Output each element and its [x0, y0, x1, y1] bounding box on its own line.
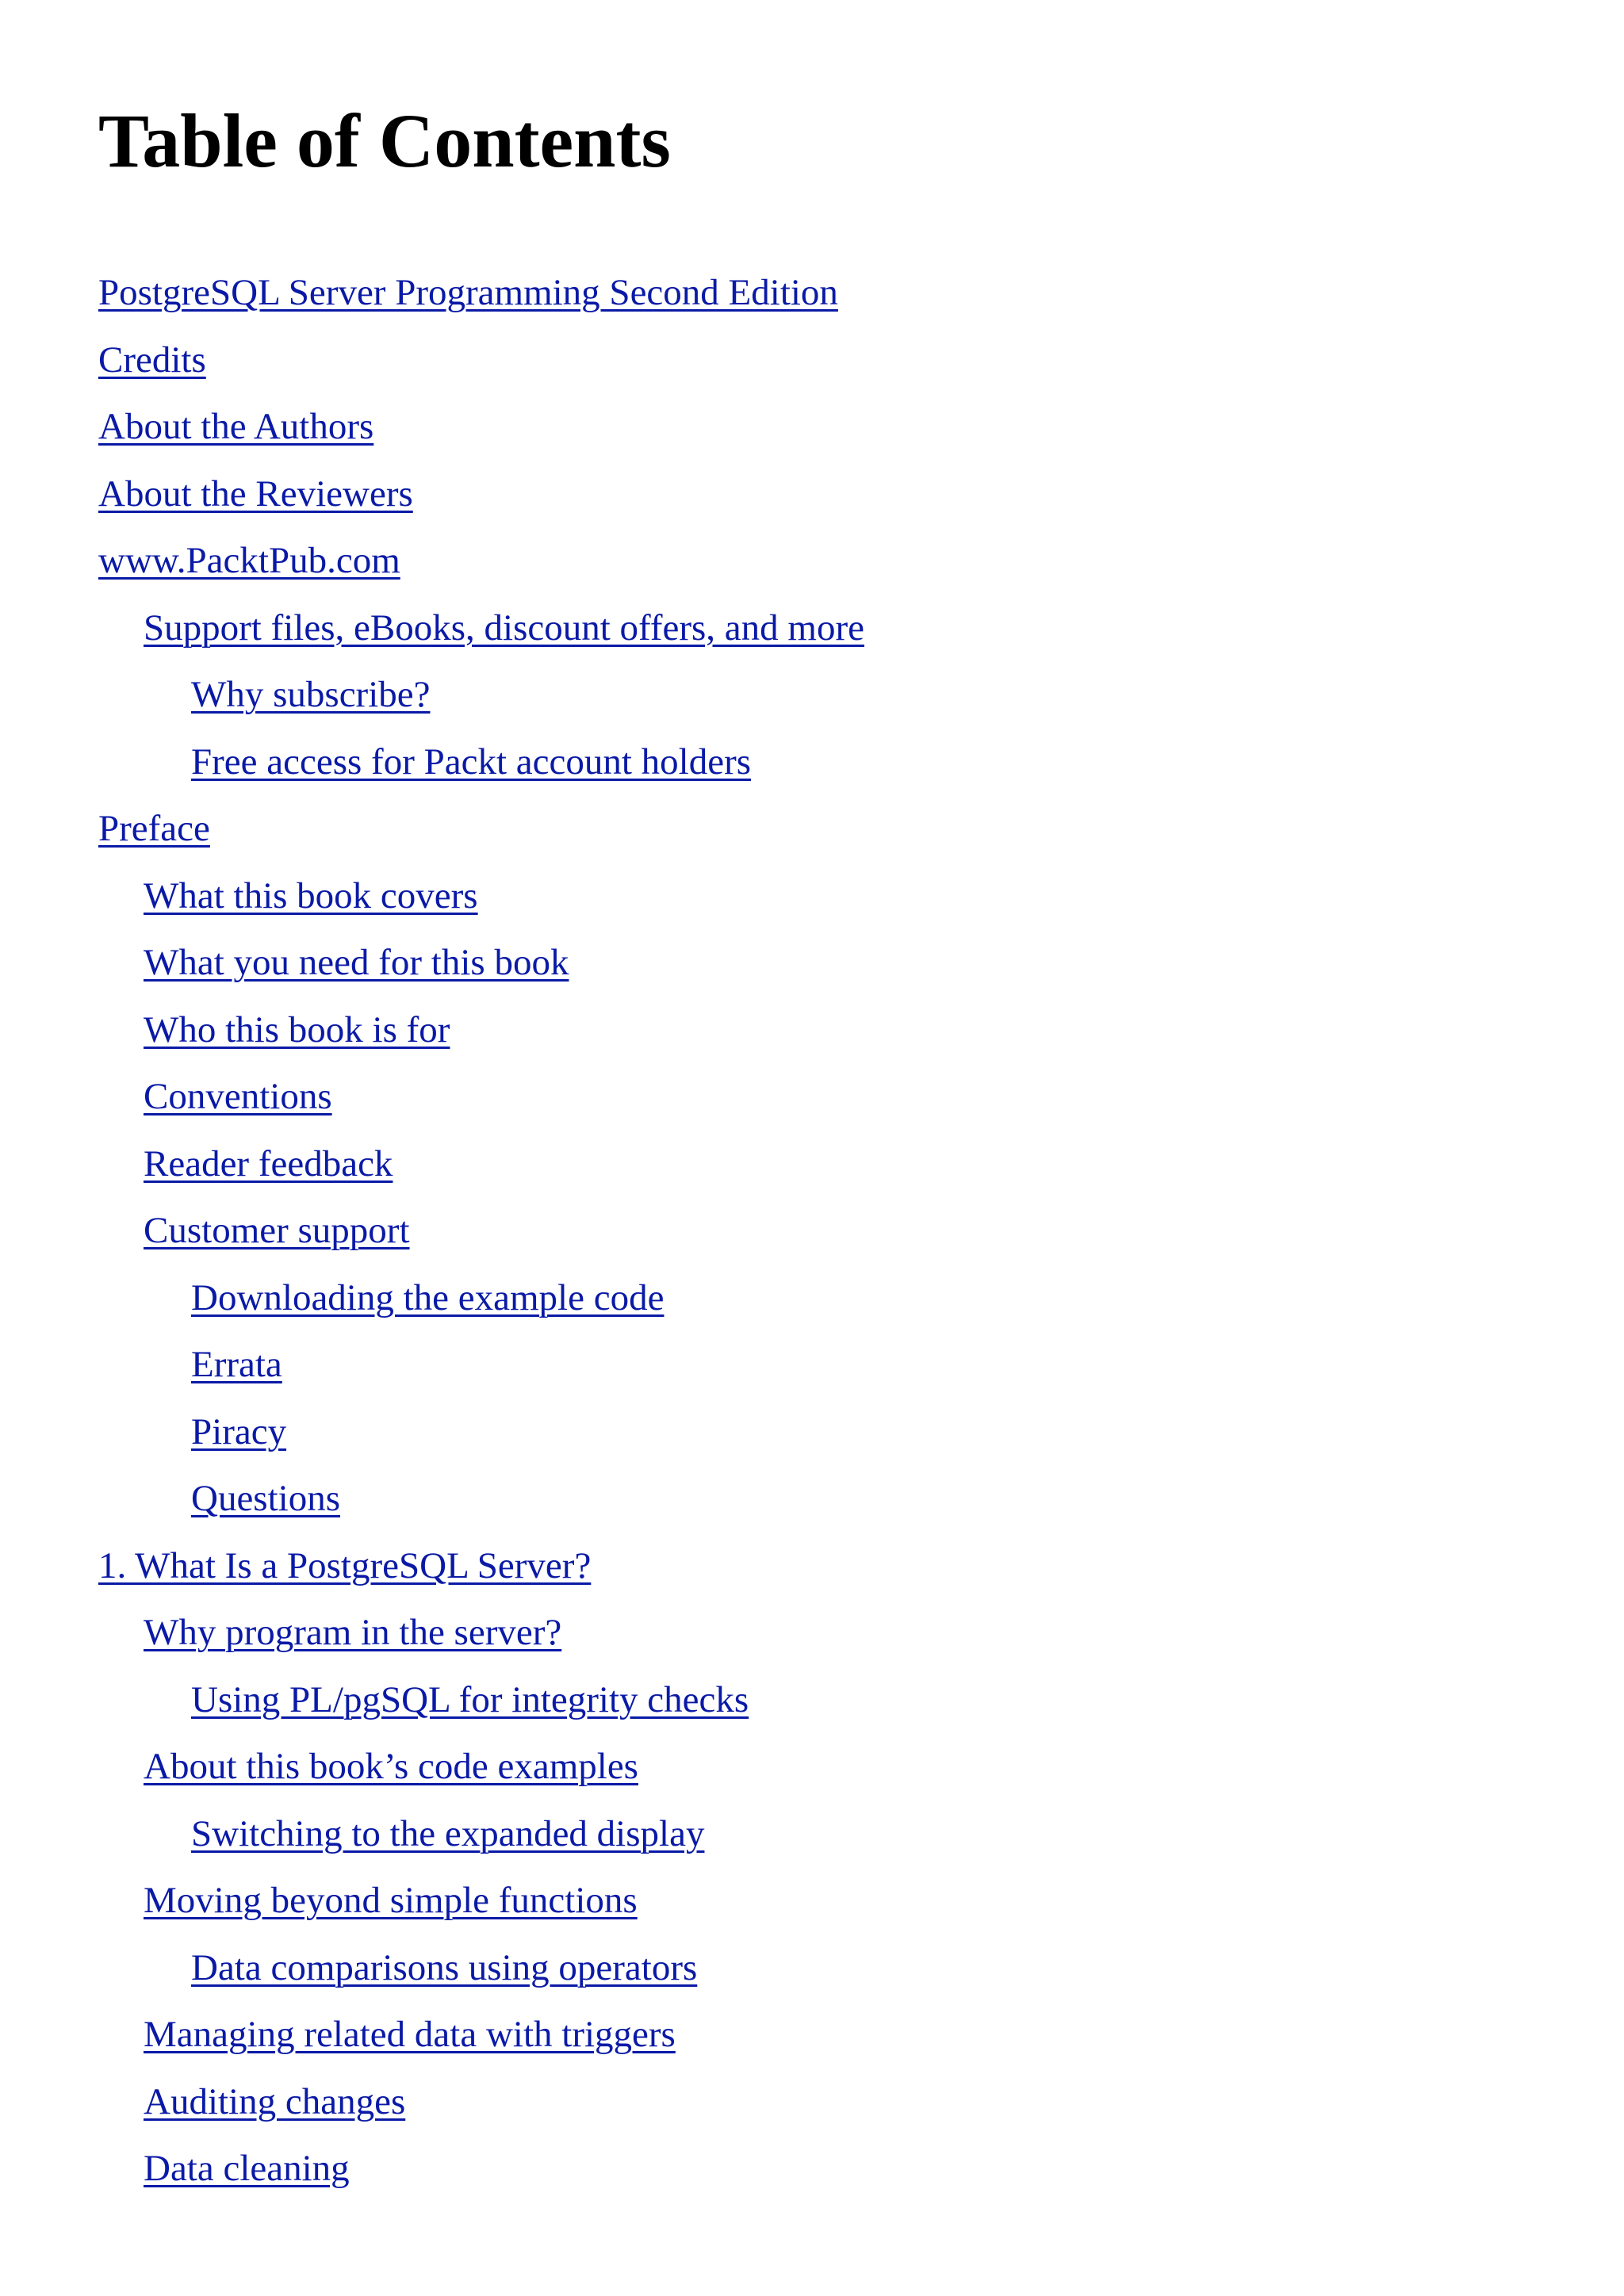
toc-link[interactable]: Errata — [191, 1344, 282, 1385]
toc-link[interactable]: Preface — [98, 808, 210, 849]
toc-link[interactable]: Credits — [98, 339, 206, 381]
toc-entry — [0, 729, 864, 796]
toc-link[interactable]: 1. What Is a PostgreSQL Server? — [98, 1544, 592, 1586]
toc-entry — [0, 2135, 864, 2202]
toc-link[interactable]: www.PacktPub.com — [98, 540, 400, 581]
toc-entry — [0, 327, 864, 394]
toc-entry — [0, 1265, 864, 1332]
toc-entry — [0, 1331, 864, 1399]
toc-entry — [0, 595, 864, 662]
toc-entry — [0, 461, 864, 528]
toc-link[interactable]: Customer support — [144, 1210, 410, 1251]
toc-link[interactable]: What you need for this book — [144, 942, 569, 983]
toc-entry — [0, 1399, 864, 1466]
toc-entry — [0, 1197, 864, 1265]
toc-link[interactable]: Questions — [191, 1478, 340, 1519]
toc-link[interactable]: Switching to the expanded display — [191, 1812, 705, 1854]
toc-entry — [0, 929, 864, 997]
toc-link[interactable]: Support files, eBooks, discount offers, and more — [144, 607, 864, 649]
toc-entry — [0, 795, 864, 863]
toc-entry — [0, 1533, 864, 1600]
toc-link[interactable]: Managing related data with triggers — [144, 2014, 676, 2055]
toc-link[interactable]: Free access for Packt account holders — [191, 740, 752, 783]
toc-list — [0, 259, 864, 2202]
toc-entry — [0, 1934, 864, 2002]
toc-link[interactable]: Downloading the example code — [191, 1276, 665, 1318]
toc-entry — [0, 1131, 864, 1198]
toc-link[interactable]: Reader feedback — [144, 1142, 393, 1184]
toc-link[interactable]: Data comparisons using operators — [191, 1946, 698, 1988]
toc-entry — [0, 259, 864, 327]
toc-link[interactable]: Piracy — [191, 1410, 287, 1452]
toc-entry — [0, 863, 864, 930]
toc-link[interactable]: PostgreSQL Server Programming Second Edition — [98, 272, 838, 313]
toc-link[interactable]: Conventions — [144, 1076, 332, 1117]
toc-link[interactable]: Who this book is for — [144, 1008, 450, 1050]
toc-link[interactable]: About this book’s code examples — [144, 1746, 638, 1787]
toc-link[interactable]: Using PL/pgSQL for integrity checks — [191, 1678, 749, 1720]
toc-entry — [0, 2001, 864, 2068]
toc-entry — [0, 2068, 864, 2136]
toc-entry — [0, 1465, 864, 1533]
toc-link[interactable]: Why program in the server? — [144, 1612, 562, 1653]
toc-entry — [0, 1733, 864, 1800]
toc-link[interactable]: Data cleaning — [144, 2148, 350, 2189]
toc-entry — [0, 661, 864, 729]
toc-entry — [0, 1599, 864, 1667]
page-title: Table of Contents — [98, 98, 671, 183]
toc-entry — [0, 997, 864, 1064]
toc-entry — [0, 393, 864, 461]
toc-link[interactable]: About the Authors — [98, 406, 374, 447]
toc-link[interactable]: Why subscribe? — [191, 674, 431, 715]
toc-link[interactable]: Auditing changes — [144, 2080, 406, 2122]
toc-entry — [0, 1667, 864, 1734]
toc-entry — [0, 1063, 864, 1131]
toc-entry — [0, 1800, 864, 1868]
toc-entry — [0, 1867, 864, 1934]
toc-entry — [0, 527, 864, 595]
toc-link[interactable]: About the Reviewers — [98, 473, 413, 515]
toc-link[interactable]: What this book covers — [144, 874, 478, 916]
toc-link[interactable]: Moving beyond simple functions — [144, 1880, 638, 1921]
